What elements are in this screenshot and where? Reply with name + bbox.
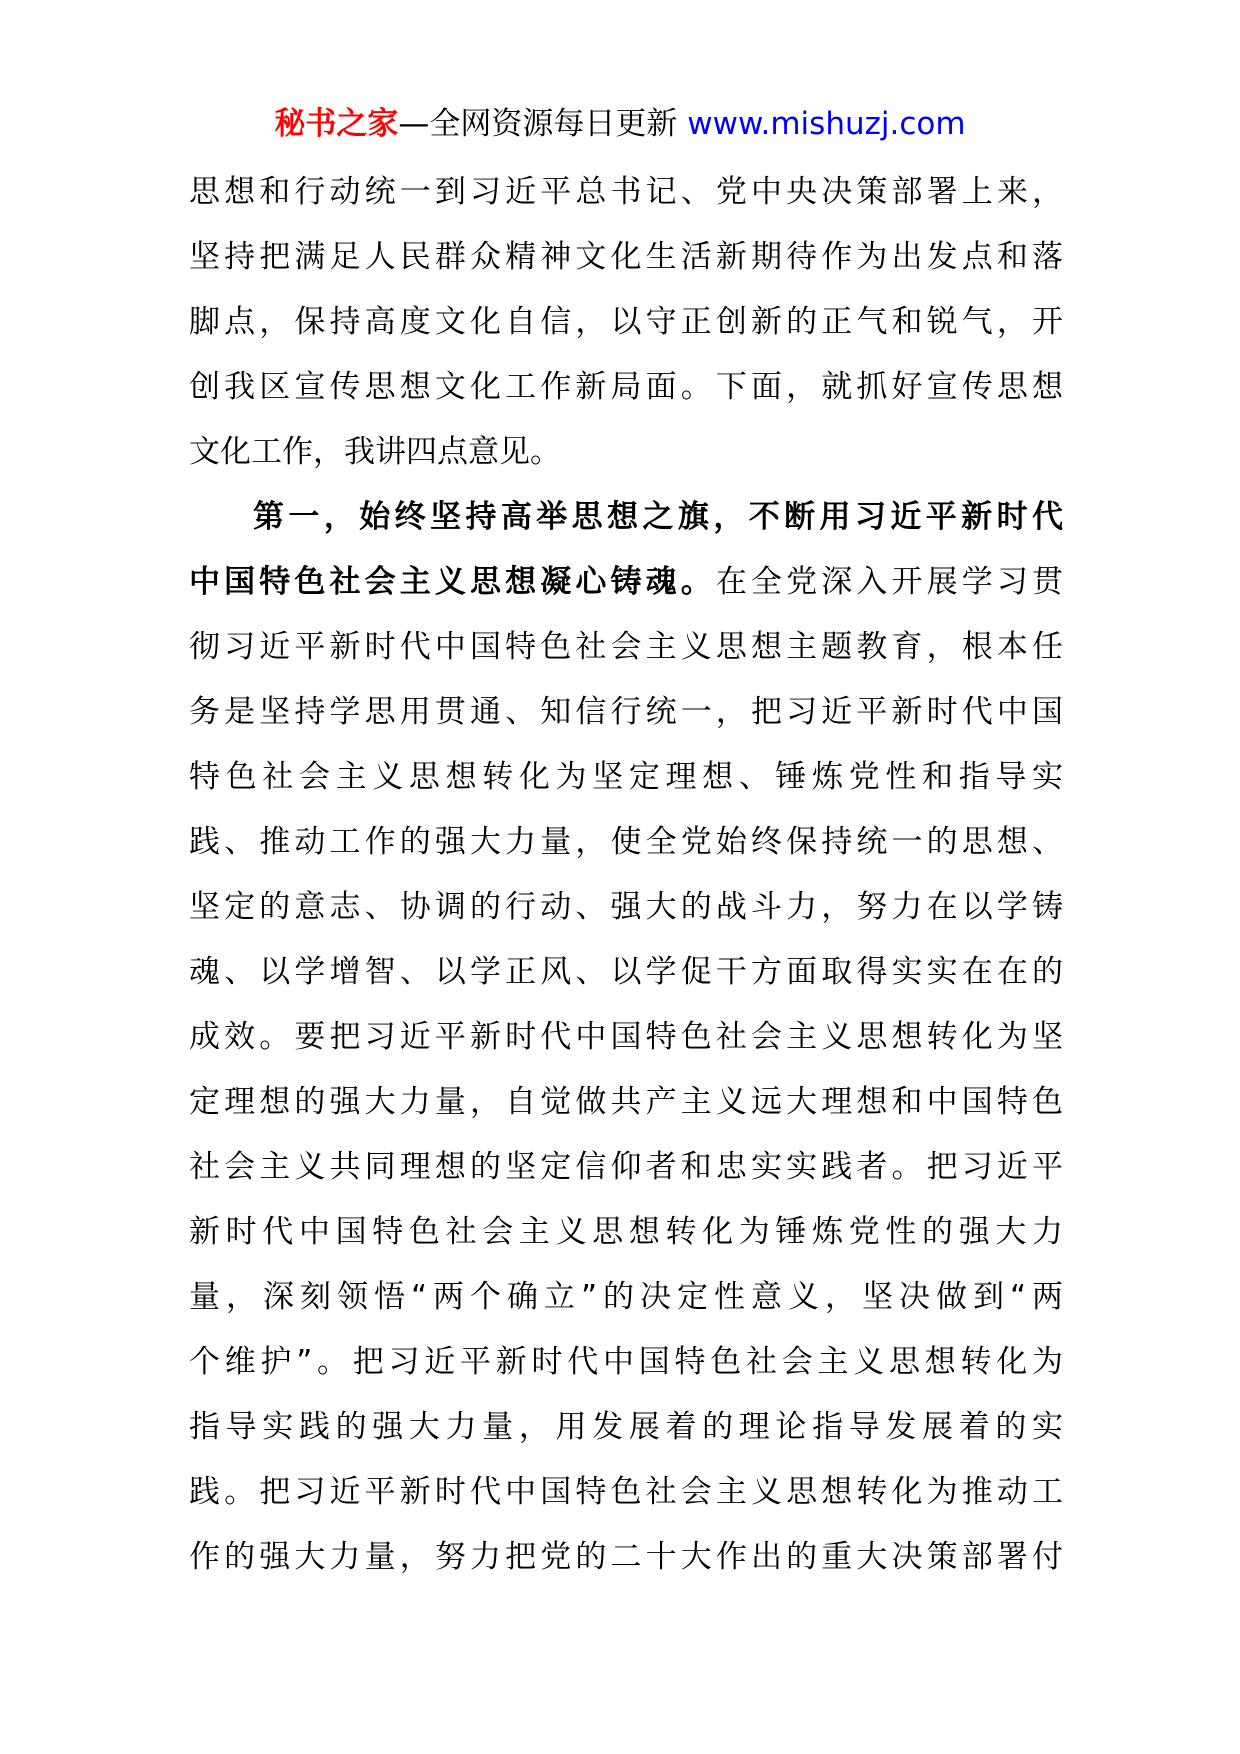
paragraph-line: 新时代中国特色社会主义思想转化为锤炼党性的强大力 bbox=[189, 1214, 1063, 1250]
header-brand: 秘书之家 bbox=[274, 106, 399, 142]
paragraph-line: 量，深刻领悟“两个确立”的决定性意义，坚决做到“两 bbox=[189, 1279, 1063, 1315]
header-url[interactable]: www.mishuzj.com bbox=[687, 106, 966, 142]
paragraph-line: 创我区宣传思想文化工作新局面。下面，就抓好宣传思想 bbox=[189, 369, 1063, 405]
paragraph-line: 务是坚持学思用贯通、知信行统一，把习近平新时代中国 bbox=[189, 694, 1063, 730]
paragraph-line: 彻习近平新时代中国特色社会主义思想主题教育，根本任 bbox=[189, 629, 1063, 665]
paragraph-line: 文化工作，我讲四点意见。 bbox=[189, 434, 561, 470]
header-tagline: —全网资源每日更新 bbox=[398, 106, 678, 142]
paragraph-line: 个维护”。把习近平新时代中国特色社会主义思想转化为 bbox=[189, 1344, 1063, 1380]
paragraph-line: 指导实践的强大力量，用发展着的理论指导发展着的实 bbox=[189, 1409, 1063, 1445]
paragraph-line bbox=[189, 550, 1063, 615]
page-header bbox=[0, 102, 1240, 146]
document-body bbox=[189, 160, 1063, 1590]
paragraph-line: 脚点，保持高度文化自信，以守正创新的正气和锐气，开 bbox=[189, 304, 1063, 340]
paragraph-line: 定理想的强大力量，自觉做共产主义远大理想和中国特色 bbox=[189, 1084, 1063, 1120]
paragraph-line: 作的强大力量，努力把党的二十大作出的重大决策部署付 bbox=[189, 1539, 1063, 1575]
paragraph-line: 践。把习近平新时代中国特色社会主义思想转化为推动工 bbox=[189, 1474, 1063, 1510]
paragraph-line: 魂、以学增智、以学正风、以学促干方面取得实实在在的 bbox=[189, 954, 1063, 990]
paragraph-text: 在全党深入开展学习贯 bbox=[715, 564, 1063, 600]
paragraph-line: 社会主义共同理想的坚定信仰者和忠实实践者。把习近平 bbox=[189, 1149, 1063, 1185]
paragraph-line: 践、推动工作的强大力量，使全党始终保持统一的思想、 bbox=[189, 824, 1063, 860]
paragraph-line: 特色社会主义思想转化为坚定理想、锤炼党性和指导实 bbox=[189, 759, 1063, 795]
section-heading-line: 第一，始终坚持高举思想之旗，不断用习近平新时代 bbox=[253, 499, 1063, 535]
paragraph-line: 思想和行动统一到习近平总书记、党中央决策部署上来， bbox=[189, 174, 1063, 210]
paragraph-line: 成效。要把习近平新时代中国特色社会主义思想转化为坚 bbox=[189, 1019, 1063, 1055]
paragraph-line: 坚持把满足人民群众精神文化生活新期待作为出发点和落 bbox=[189, 239, 1063, 275]
paragraph-line: 坚定的意志、协调的行动、强大的战斗力，努力在以学铸 bbox=[189, 889, 1063, 925]
section-heading-tail: 中国特色社会主义思想凝心铸魂。 bbox=[189, 564, 716, 600]
